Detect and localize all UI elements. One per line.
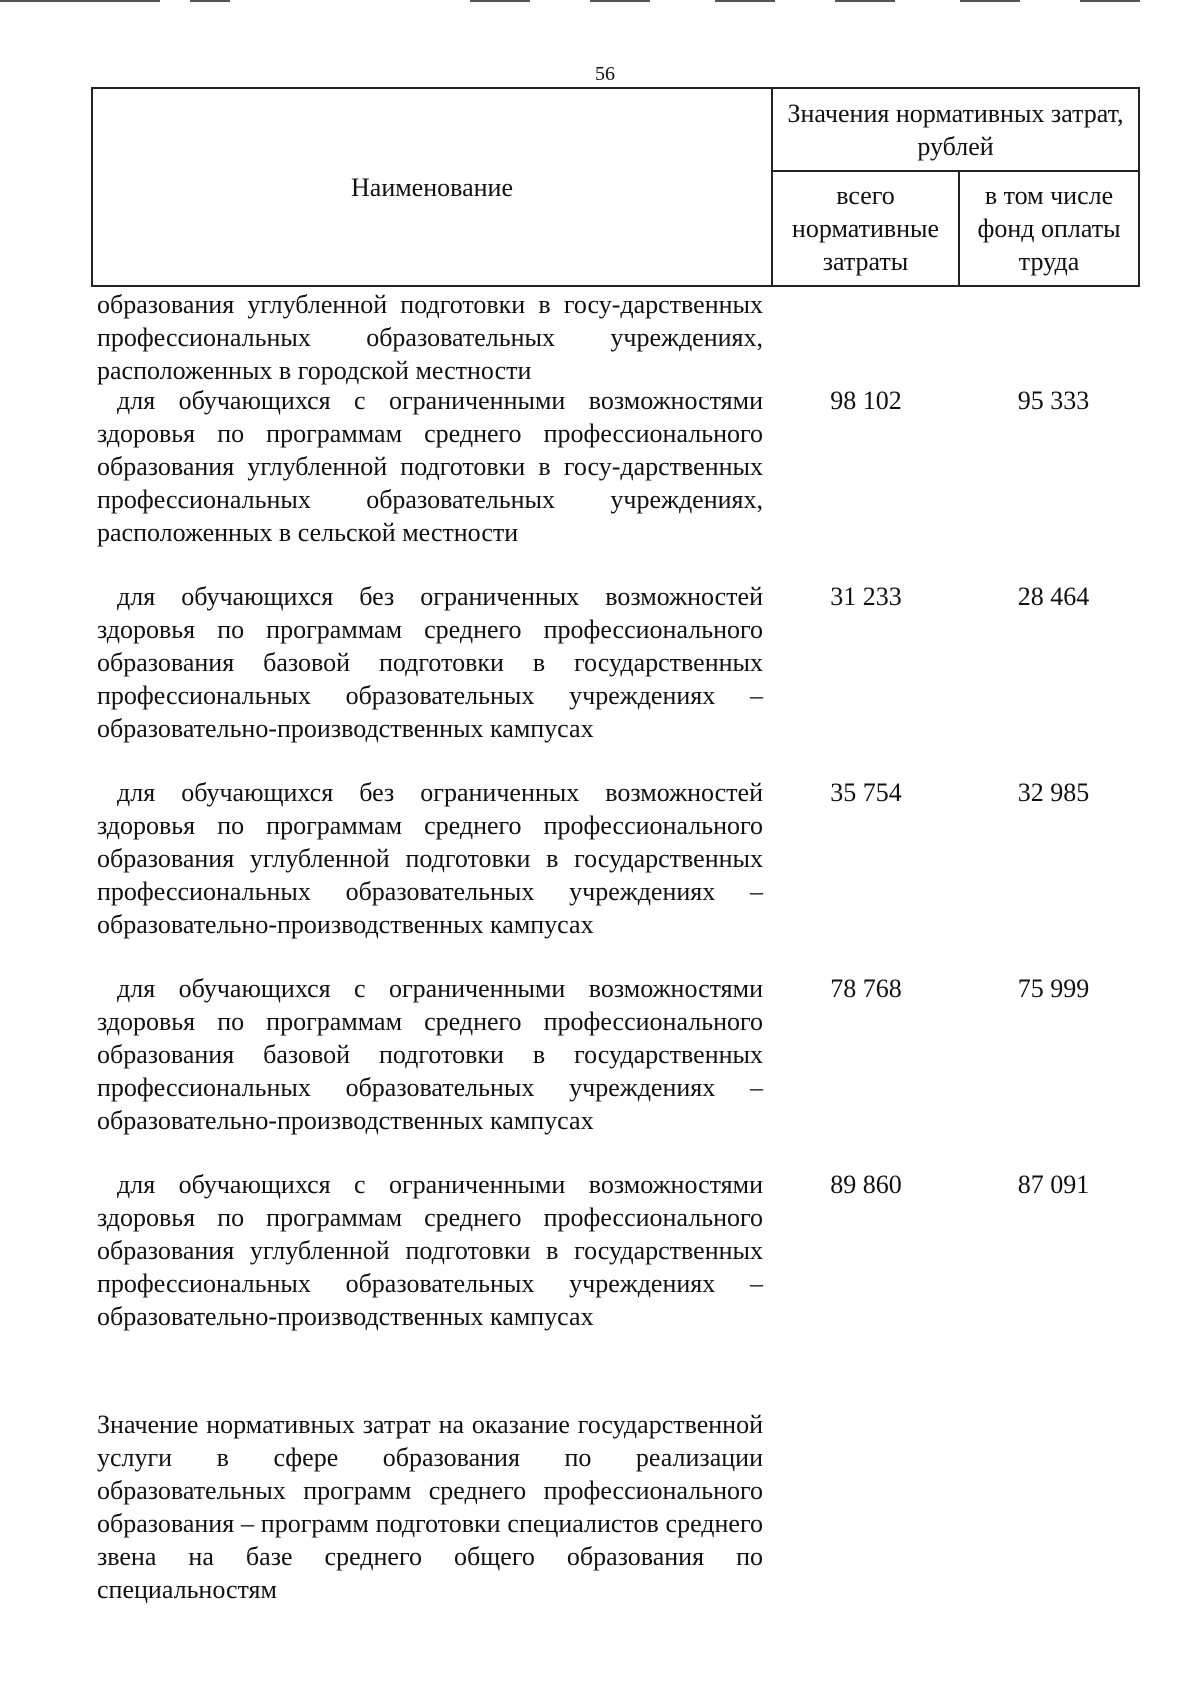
row-wage-value: 75 999 xyxy=(1017,974,1090,1003)
row-name: образования углубленной подготовки в госу-дарственных профессиональных образовательных учреждениях, расположенных в городской местности xyxy=(97,290,763,385)
table-body xyxy=(97,288,1138,1364)
row-name: для обучающихся без ограниченных возможностей здоровья по программам среднего профессионального образования базовой подготовки в государственных профессиональных образовательных учреждениях – образовательно-производственных кампусах xyxy=(97,582,763,743)
row-wage-value: 28 464 xyxy=(1017,582,1090,611)
table-row xyxy=(97,1168,1138,1364)
page-number: 56 xyxy=(595,63,615,85)
header-name-label: Наименование xyxy=(351,173,513,202)
header-values-group: Значения нормативных затрат, рублей xyxy=(772,88,1139,171)
header-name-cell xyxy=(92,88,772,286)
header-total-costs: всего нормативные затраты xyxy=(772,171,959,286)
header-wage-fund: в том числе фонд оплаты труда xyxy=(959,171,1139,286)
row-wage-value: 87 091 xyxy=(1017,1170,1090,1199)
row-total-value: 89 860 xyxy=(830,1170,902,1199)
row-total-value: 98 102 xyxy=(830,386,902,415)
table-row xyxy=(97,384,1138,580)
table-row xyxy=(97,972,1138,1168)
scan-top-edge-marks xyxy=(0,0,1200,4)
table-header xyxy=(91,87,1140,287)
row-name: для обучающихся с ограниченными возможностями здоровья по программам среднего профессионального образования базовой подготовки в государственных профессиональных образовательных учреждениях – образовательно-производственных кампусах xyxy=(97,974,763,1135)
summary-paragraph: Значение нормативных затрат на оказание государственной услуги в сфере образования по реализации образовательных программ среднего профессионального образования – программ подготовки специалистов среднего звена на базе среднего общего образования по специальностям xyxy=(97,1410,763,1604)
row-name: для обучающихся без ограниченных возможностей здоровья по программам среднего профессионального образования углубленной подготовки в государственных профессиональных образовательных учреждениях – образовательно-производственных кампусах xyxy=(97,778,763,939)
table-row xyxy=(97,580,1138,776)
row-total-value: 35 754 xyxy=(830,778,902,807)
row-total-value: 31 233 xyxy=(830,582,902,611)
row-name: для обучающихся с ограниченными возможностями здоровья по программам среднего профессионального образования углубленной подготовки в государственных профессиональных образовательных учреждениях – образовательно-производственных кампусах xyxy=(97,1170,763,1331)
row-wage-value: 95 333 xyxy=(1017,386,1090,415)
row-wage-value: 32 985 xyxy=(1017,778,1090,807)
table-row xyxy=(97,776,1138,972)
table-row xyxy=(97,288,1138,384)
row-name: для обучающихся с ограниченными возможностями здоровья по программам среднего профессионального образования углубленной подготовки в госу-дарственных профессиональных образовательных учреждениях, расположенных в сельской местности xyxy=(97,386,763,547)
row-total-value: 78 768 xyxy=(830,974,902,1003)
